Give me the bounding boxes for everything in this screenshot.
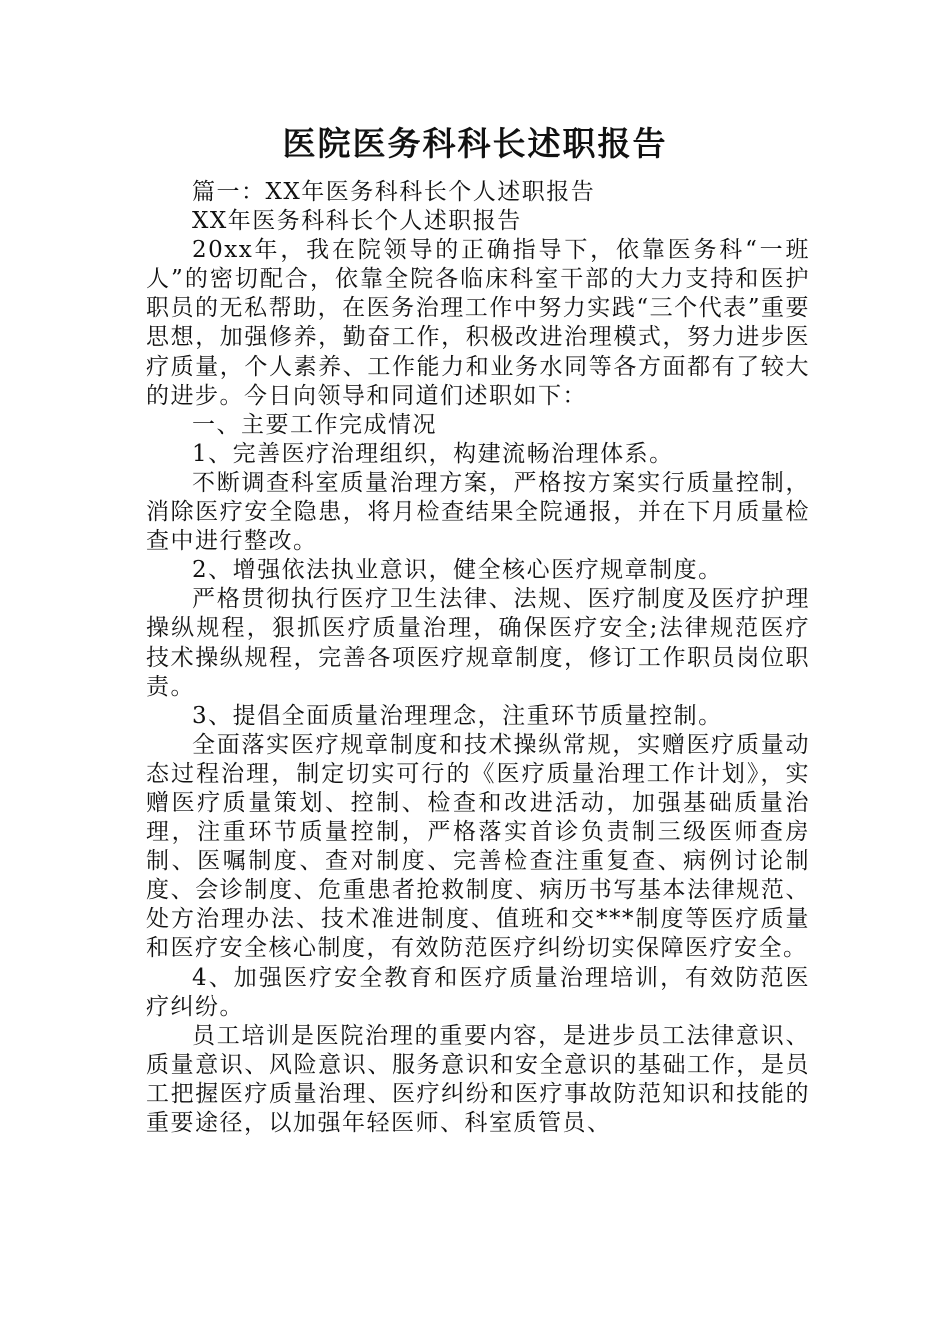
item-heading: 2、增强依法执业意识，健全核心医疗规章制度。 <box>192 557 723 584</box>
paragraph-report-heading: XX年医务科科长个人述职报告 <box>192 208 522 235</box>
item-heading: 4、加强医疗安全教育和医疗质量治理培训，有效防范医疗纠纷。 <box>146 964 810 1020</box>
paragraph-intro: 20xx年，我在院领导的正确指导下，依靠医务科“一班人”的密切配合，依靠全院各临床科室干部的大力支持和医护职员的无私帮助，在医务治理工作中努力实践“三个代表”重要思想，加强修养，勤奋工作，积极改进治理模式，努力进步医疗质量，个人素养、工作能力和业务水同等各方面都有了较大的进步。今日向领导和同道们述职如下： <box>146 237 810 409</box>
paragraph: 严格贯彻执行医疗卫生法律、法规、医疗制度及医疗护理操纵规程，狠抓医疗质量治理，确保医疗安全;法律规范医疗技术操纵规程，完善各项医疗规章制度，修订工作职员岗位职责。 <box>146 586 810 700</box>
document-body <box>146 178 810 1138</box>
paragraph: 员工培训是医院治理的重要内容，是进步员工法律意识、质量意识、风险意识、服务意识和安全意识的基础工作，是员工把握医疗质量治理、医疗纠纷和医疗事故防范知识和技能的重要途径，以加强年轻医师、科室质管员、 <box>146 1022 810 1136</box>
item-heading: 1、完善医疗治理组织，构建流畅治理体系。 <box>192 440 674 467</box>
item-heading: 3、提倡全面质量治理理念，注重环节质量控制。 <box>192 702 723 729</box>
document-title: 医院医务科科长述职报告 <box>282 124 668 163</box>
paragraph-subtitle: 篇一：XX年医务科科长个人述职报告 <box>192 179 596 205</box>
section-heading: 一、主要工作完成情况 <box>192 411 437 438</box>
paragraph: 全面落实医疗规章制度和技术操纵常规，实赠医疗质量动态过程治理，制定切实可行的《医疗质量治理工作计划》，实赠医疗质量策划、控制、检查和改进活动，加强基础质量治理，注重环节质量控制，严格落实首诊负责制三级医师查房制、医嘱制度、查对制度、完善检查注重复查、病例讨论制度、会诊制度、危重患者抢救制度、病历书写基本法律规范、处方治理办法、技术准进制度、值班和交***制度等医疗质量和医疗安全核心制度，有效防范医疗纠纷切实保障医疗安全。 <box>146 731 810 962</box>
paragraph: 不断调查科室质量治理方案，严格按方案实行质量控制，消除医疗安全隐患，将月检查结果全院通报，并在下月质量检查中进行整改。 <box>146 469 810 555</box>
